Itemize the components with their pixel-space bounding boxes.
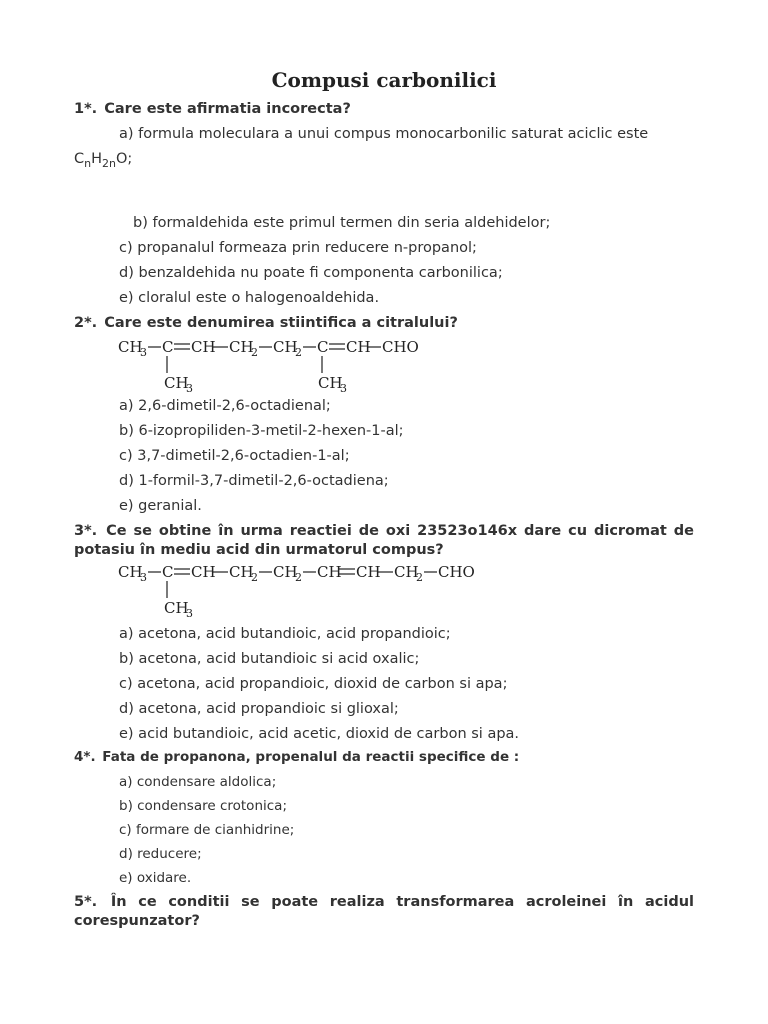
chem-atom: C xyxy=(162,563,174,581)
question-1-text: Care este afirmatia incorecta? xyxy=(104,101,351,117)
chem-subscript: 2 xyxy=(251,571,258,584)
chem-atom: CH xyxy=(191,563,216,581)
chem-atom: CH xyxy=(229,563,254,581)
chem-atom: CH xyxy=(318,374,343,392)
question-2-option-b: b) 6-izopropiliden-3-metil-2-hexen-1-al; xyxy=(119,423,404,439)
chem-subscript: 3 xyxy=(140,346,147,359)
question-1-option-b: b) formaldehida este primul termen din seria aldehidelor; xyxy=(133,215,551,231)
question-1-option-e: e) cloralul este o halogenoaldehida. xyxy=(119,290,380,306)
chem-subscript: 2 xyxy=(295,346,302,359)
chem-atom: C xyxy=(162,338,174,356)
chem-atom: CH xyxy=(191,338,216,356)
chem-subscript: 3 xyxy=(340,382,347,395)
chem-atom: CH xyxy=(273,338,298,356)
question-4-option-a: a) condensare aldolica; xyxy=(119,774,277,790)
question-5 xyxy=(74,893,694,931)
chem-atom: CH xyxy=(118,338,143,356)
question-1-number: 1*. xyxy=(74,101,98,117)
chem-atom: CH xyxy=(273,563,298,581)
question-3-number: 3*. xyxy=(74,523,98,539)
question-4-option-b: b) condensare crotonica; xyxy=(119,798,287,814)
question-3-text: Ce se obtine în urma reactiei de oxi 23523o146x dare cu dicromat de potasiu în mediu acid din urmatorul compus? xyxy=(74,523,694,558)
question-3-option-a: a) acetona, acid butandioic, acid propandioic; xyxy=(119,626,451,642)
question-4-option-d: d) reducere; xyxy=(119,846,202,862)
question-2-option-e: e) geranial. xyxy=(119,498,202,514)
chem-atom: CH xyxy=(229,338,254,356)
chem-atom: CH xyxy=(164,374,189,392)
chem-subscript: 3 xyxy=(140,571,147,584)
question-2-text: Care este denumirea stiintifica a citralului? xyxy=(104,315,458,331)
question-3-option-e: e) acid butandioic, acid acetic, dioxid de carbon si apa. xyxy=(119,726,520,742)
question-1-option-d: d) benzaldehida nu poate fi componenta carbonilica; xyxy=(119,265,503,281)
question-5-text: În ce conditii se poate realiza transformarea acroleinei în acidul corespunzator? xyxy=(74,894,694,929)
question-1-formula: $C_nH_{2n}O$; xyxy=(74,151,133,170)
chem-atom: CHO xyxy=(382,338,419,356)
question-3 xyxy=(74,522,694,560)
chem-subscript: 3 xyxy=(186,607,193,620)
chem-atom: CH xyxy=(394,563,419,581)
question-4-number: 4*. xyxy=(74,749,96,765)
question-1-option-c: c) propanalul formeaza prin reducere n-propanol; xyxy=(119,240,477,256)
question-3-option-c: c) acetona, acid propandioic, dioxid de carbon si apa; xyxy=(119,676,508,692)
chem-subscript: 2 xyxy=(251,346,258,359)
question-4 xyxy=(74,748,694,767)
question-3-option-b: b) acetona, acid butandioic si acid oxalic; xyxy=(119,651,420,667)
chem-atom: CH xyxy=(118,563,143,581)
question-2-option-d: d) 1-formil-3,7-dimetil-2,6-octadiena; xyxy=(119,473,389,489)
chem-subscript: 2 xyxy=(416,571,423,584)
question-5-number: 5*. xyxy=(74,894,98,910)
chem-atom: CHO xyxy=(438,563,475,581)
question-2-option-c: c) 3,7-dimetil-2,6-octadien-1-al; xyxy=(119,448,350,464)
question-4-option-e: e) oxidare. xyxy=(119,870,192,886)
question-1-option-a: a) formula moleculara a unui compus monocarbonilic saturat aciclic este xyxy=(119,126,649,142)
page-title: Compusi carbonilici xyxy=(271,68,497,92)
chem-atom: CH xyxy=(346,338,371,356)
chem-atom: CH xyxy=(356,563,381,581)
chem-atom: CH xyxy=(164,599,189,617)
question-2-option-a: a) 2,6-dimetil-2,6-octadienal; xyxy=(119,398,331,414)
question-2-number: 2*. xyxy=(74,315,98,331)
chem-subscript: 2 xyxy=(295,571,302,584)
question-4-option-c: c) formare de cianhidrine; xyxy=(119,822,295,838)
chem-subscript: 3 xyxy=(186,382,193,395)
chem-atom: CH xyxy=(317,563,342,581)
question-4-text: Fata de propanona, propenalul da reactii specifice de : xyxy=(102,749,520,765)
chem-atom: C xyxy=(317,338,329,356)
question-3-option-d: d) acetona, acid propandioic si glioxal; xyxy=(119,701,399,717)
